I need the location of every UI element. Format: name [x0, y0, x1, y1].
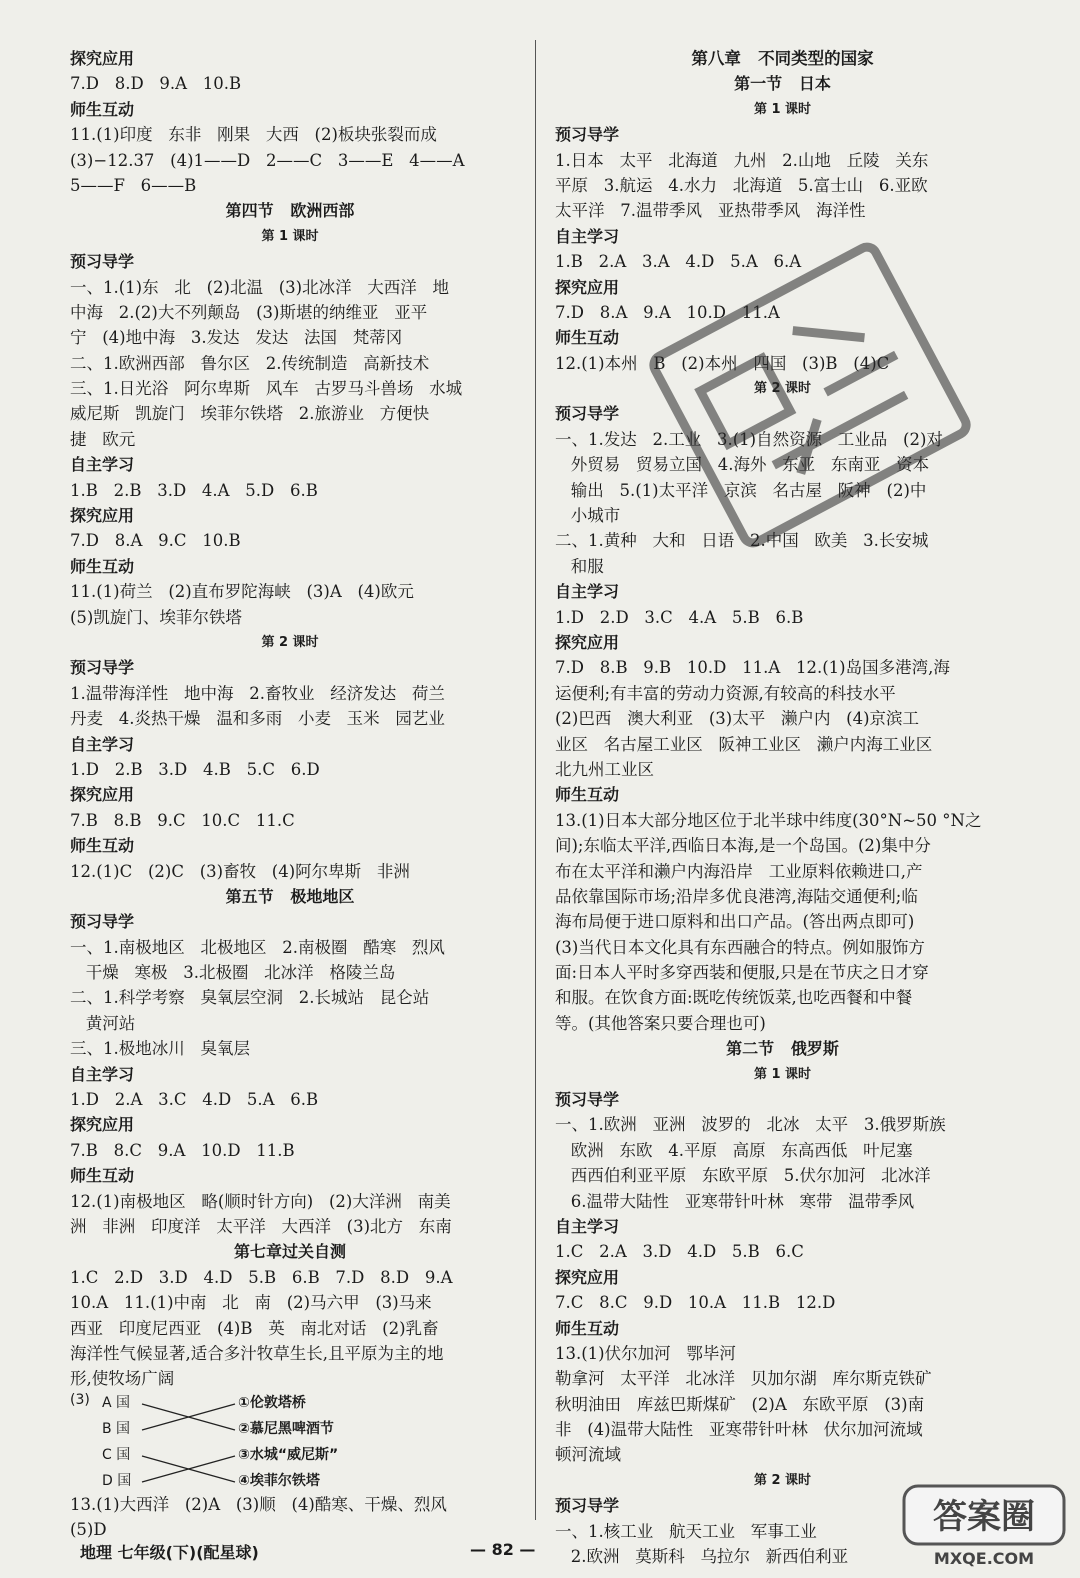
section-heading: 师生互动	[70, 1166, 135, 1186]
answer-line: 非 (4)温带大陆性 亚寒带针叶林 伏尔加河流域	[555, 1420, 923, 1440]
answer-line: 欧洲 东欧 4.平原 高原 东高西低 叶尼塞	[555, 1140, 913, 1160]
matching-landmark: ④埃菲尔铁塔	[238, 1472, 320, 1489]
answer-line: 1.B 2.A 3.A 4.D 5.A 6.A	[555, 252, 802, 272]
answer-line: 12.(1)南极地区 略(顺时针方向) (2)大洋洲 南美	[70, 1191, 451, 1211]
answer-line: 捷 欧元	[70, 429, 136, 449]
answer-line: 秋明油田 库兹巴斯煤矿 (2)A 东欧平原 (3)南	[555, 1394, 925, 1414]
section-heading: 自主学习	[70, 455, 135, 475]
logo-text: 答案圈	[933, 1497, 1035, 1537]
answer-line: 顿河流域	[555, 1445, 621, 1465]
section-title: 第二节 俄罗斯	[726, 1039, 839, 1059]
answer-line: 2.欧洲 莫斯科 乌拉尔 新西伯利亚	[555, 1547, 849, 1567]
matching-country: D 国	[102, 1472, 132, 1489]
answer-line: 13.(1)伏尔加河 鄂毕河	[555, 1343, 736, 1363]
section-heading: 探究应用	[70, 506, 135, 526]
answer-line: 7.B 8.B 9.C 10.C 11.C	[70, 810, 295, 830]
lesson-label: 第 1 课时	[753, 1066, 812, 1082]
answer-line: 一、1.(1)东 北 (2)北温 (3)北冰洋 大西洋 地	[70, 277, 450, 297]
section-heading: 探究应用	[70, 1115, 135, 1135]
answer-line: 一、1.核工业 航天工业 军事工业	[555, 1521, 817, 1541]
answer-line: 一、1.发达 2.工业 3.(1)自然资源 工业品 (2)对	[555, 429, 943, 449]
answer-line: 一、1.欧洲 亚洲 波罗的 北冰 太平 3.俄罗斯族	[555, 1115, 946, 1135]
section-heading: 预习导学	[555, 1090, 620, 1110]
section-heading: 师生互动	[555, 785, 620, 805]
answer-line: 三、1.极地冰川 臭氧层	[70, 1039, 250, 1059]
answer-line: 丹麦 4.炎热干燥 温和多雨 小麦 玉米 园艺业	[70, 709, 445, 729]
answer-line: 外贸易 贸易立国 4.海外 东亚 东南亚 资本	[555, 455, 930, 475]
answer-line: 海洋性气候显著,适合多汁牧草生长,且平原为主的地	[70, 1343, 444, 1363]
answer-line: 平原 3.航运 4.水力 北海道 5.富士山 6.亚欧	[555, 175, 928, 195]
answer-line: 7.D 8.B 9.B 10.D 11.A 12.(1)岛国多港湾,海	[555, 658, 950, 678]
section-heading: 师生互动	[555, 328, 620, 348]
section-heading: 预习导学	[555, 404, 620, 424]
answer-line: 输出 5.(1)太平洋 京滨 名古屋 阪神 (2)中	[555, 480, 927, 500]
answer-line: (3)−12.37 (4)1——D 2——C 3——E 4——A	[70, 150, 465, 170]
section-title: 第一节 日本	[734, 74, 831, 94]
section-heading: 预习导学	[555, 125, 620, 145]
answer-line: 7.C 8.C 9.D 10.A 11.B 12.D	[555, 1293, 836, 1313]
answer-line: 11.(1)荷兰 (2)直布罗陀海峡 (3)A (4)欧元	[70, 582, 414, 602]
answer-line: 1.C 2.D 3.D 4.D 5.B 6.B 7.D 8.D 9.A	[70, 1267, 453, 1287]
section-heading: 自主学习	[555, 1216, 620, 1236]
section-heading: 探究应用	[70, 785, 135, 805]
answer-line: 三、1.日光浴 阿尔卑斯 风车 古罗马斗兽场 水城	[70, 379, 463, 399]
matching-country: B 国	[102, 1420, 131, 1437]
matching-landmark: ①伦敦塔桥	[238, 1394, 306, 1411]
left-column	[70, 46, 510, 1542]
section-heading: 师生互动	[555, 1318, 620, 1338]
section-heading: 预习导学	[70, 252, 135, 272]
page-number: — 82 —	[470, 1540, 536, 1559]
answer-line: 和服	[555, 556, 604, 576]
answer-line: 勒拿河 太平洋 北冰洋 贝加尔湖 库尔斯克铁矿	[555, 1369, 932, 1389]
answer-line: 11.(1)印度 东非 刚果 大西 (2)板块张裂而成	[70, 125, 437, 145]
lesson-label: 第 1 课时	[753, 101, 812, 117]
answer-line: 12.(1)C (2)C (3)畜牧 (4)阿尔卑斯 非洲	[70, 861, 410, 881]
section-heading: 师生互动	[70, 99, 135, 119]
answer-line: 13.(1)大西洋 (2)A (3)顺 (4)酷寒、干燥、烈风	[70, 1494, 447, 1514]
section-heading: 师生互动	[70, 836, 135, 856]
lesson-label: 第 2 课时	[261, 634, 319, 650]
section-heading: 探究应用	[555, 277, 620, 297]
answer-line: (5)D	[70, 1520, 107, 1540]
answer-line: (5)凯旋门、埃菲尔铁塔	[70, 607, 242, 627]
answer-line: 北九州工业区	[555, 759, 654, 779]
answer-line: (3)当代日本文化具有东西融合的特点。例如服饰方	[555, 937, 925, 957]
answer-line: 7.B 8.C 9.A 10.D 11.B	[70, 1140, 295, 1160]
section-heading: 探究应用	[555, 632, 620, 652]
answer-line: 中海 2.(2)大不列颠岛 (3)斯堪的纳维亚 亚平	[70, 302, 428, 322]
answer-line: 海布局便于进口原料和出口产品。(答出两点即可)	[555, 912, 915, 932]
answer-line: 1.D 2.A 3.C 4.D 5.A 6.B	[70, 1090, 319, 1110]
section-heading: 自主学习	[555, 226, 620, 246]
lesson-label: 第 2 课时	[753, 381, 812, 397]
section-heading: 预习导学	[555, 1496, 620, 1516]
answer-line: 13.(1)日本大部分地区位于北半球中纬度(30°N~50 °N之	[555, 810, 982, 830]
answer-line: 黄河站	[70, 1013, 136, 1033]
section-heading: 师生互动	[70, 556, 135, 576]
answer-line: 二、1.黄种 大和 日语 2.中国 欧美 3.长安城	[555, 531, 929, 551]
answer-line: 宁 (4)地中海 3.发达 发达 法国 梵蒂冈	[70, 328, 403, 348]
answer-line: 一、1.南极地区 北极地区 2.南极圈 酷寒 烈风	[70, 937, 445, 957]
answer-line: 品依靠国际市场;沿岸多优良港湾,海陆交通便利;临	[555, 886, 918, 906]
section-heading: 探究应用	[70, 49, 135, 68]
section-heading: 自主学习	[70, 734, 135, 754]
answer-line: 1.D 2.B 3.D 4.B 5.C 6.D	[70, 759, 320, 779]
section-title: 第七章过关自测	[233, 1242, 346, 1262]
answer-line: 1.D 2.D 3.C 4.A 5.B 6.B	[555, 607, 804, 627]
chapter-title: 第八章 不同类型的国家	[691, 49, 874, 68]
site-logo-watermark	[900, 1480, 1070, 1570]
matching-prefix: (3)	[70, 1391, 90, 1408]
answer-line: 业区 名古屋工业区 阪神工业区 濑户内海工业区	[555, 734, 933, 754]
footer-subject: 地理 七年级(下)(配星球)	[80, 1543, 259, 1562]
stamp-watermark	[645, 230, 975, 560]
answer-line: 面:日本人平时多穿西装和便服,只是在节庆之日才穿	[555, 963, 929, 983]
matching-lines	[70, 1392, 240, 1492]
answer-line: 7.D 8.A 9.C 10.B	[70, 531, 241, 551]
matching-landmark: ③水城“威尼斯”	[238, 1446, 339, 1463]
answer-line: 形,使牧场广阔	[70, 1369, 175, 1389]
answer-line: 1.B 2.B 3.D 4.A 5.D 6.B	[70, 480, 318, 500]
answer-line: 5——F 6——B	[70, 175, 197, 195]
matching-country: C 国	[102, 1446, 131, 1463]
answer-line: 洲 非洲 印度洋 太平洋 大西洋 (3)北方 东南	[70, 1216, 452, 1236]
lesson-label: 第 1 课时	[261, 228, 319, 244]
section-heading: 自主学习	[70, 1064, 135, 1084]
section-heading: 预习导学	[70, 912, 135, 932]
section-title: 第五节 极地地区	[225, 886, 355, 906]
matching-landmark: ②慕尼黑啤酒节	[238, 1420, 334, 1437]
answer-line: 二、1.科学考察 臭氧层空洞 2.长城站 昆仑站	[70, 988, 430, 1008]
answer-line: 二、1.欧洲西部 鲁尔区 2.传统制造 高新技术	[70, 353, 430, 373]
answer-line: (2)巴西 澳大利亚 (3)太平 濑户内 (4)京滨工	[555, 709, 920, 729]
answer-line: 6.温带大陆性 亚寒带针叶林 寒带 温带季风	[555, 1191, 915, 1211]
answer-line: 1.温带海洋性 地中海 2.畜牧业 经济发达 荷兰	[70, 683, 445, 703]
answer-line: 西西伯利亚平原 东欧平原 5.伏尔加河 北冰洋	[555, 1166, 931, 1186]
answer-line: 1.日本 太平 北海道 九州 2.山地 丘陵 关东	[555, 150, 929, 170]
answer-line: 和服。在饮食方面:既吃传统饭菜,也吃西餐和中餐	[555, 988, 913, 1008]
section-title: 第四节 欧洲西部	[225, 201, 355, 221]
answer-line: 小城市	[555, 506, 621, 526]
matching-country: A 国	[102, 1394, 131, 1411]
column-divider	[535, 40, 536, 1520]
answer-line: 7.D 8.A 9.A 10.D 11.A	[555, 302, 780, 322]
section-heading: 预习导学	[70, 658, 135, 678]
answer-line: 布在太平洋和濑户内海沿岸 工业原料依赖进口,产	[555, 861, 923, 881]
answer-line: 1.C 2.A 3.D 4.D 5.B 6.C	[555, 1242, 804, 1262]
section-heading: 探究应用	[555, 1267, 620, 1287]
answer-line: 西亚 印度尼西亚 (4)B 英 南北对话 (2)乳畜	[70, 1318, 439, 1338]
logo-url: MXQE.COM	[933, 1549, 1035, 1568]
answer-line: 10.A 11.(1)中南 北 南 (2)马六甲 (3)马来	[70, 1293, 432, 1313]
answer-line: 7.D 8.D 9.A 10.B	[70, 74, 242, 94]
answer-line: 威尼斯 凯旋门 埃菲尔铁塔 2.旅游业 方便快	[70, 404, 430, 424]
answer-line: 等。(其他答案只要合理也可)	[555, 1013, 766, 1033]
answer-line: 间);东临太平洋,西临日本海,是一个岛国。(2)集中分	[555, 836, 931, 856]
matching-diagram	[70, 1392, 510, 1492]
answer-line: 太平洋 7.温带季风 亚热带季风 海洋性	[555, 201, 866, 221]
section-heading: 自主学习	[555, 582, 620, 602]
lesson-label: 第 2 课时	[753, 1472, 812, 1488]
answer-line: 干燥 寒极 3.北极圈 北冰洋 格陵兰岛	[70, 963, 396, 983]
answer-line: 运便利;有丰富的劳动力资源,有较高的科技水平	[555, 683, 896, 703]
answer-line: 12.(1)本州 B (2)本州 四国 (3)B (4)C	[555, 353, 890, 373]
